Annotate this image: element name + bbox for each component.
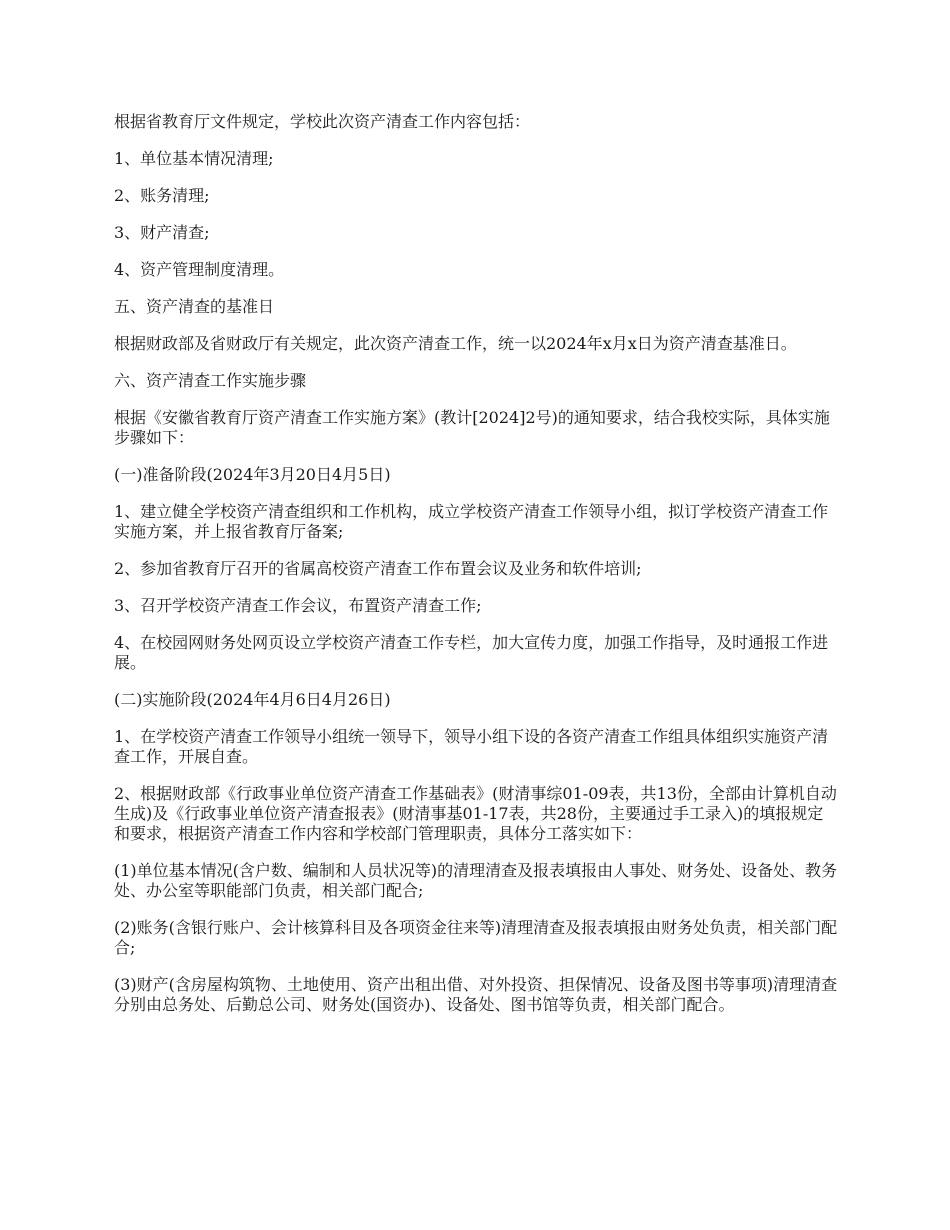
subsection-heading: (一)准备阶段(2024年3月20日4月5日) (114, 465, 391, 484)
paragraph: 2、账务清理; (114, 186, 210, 205)
subsection-heading: (二)实施阶段(2024年4月6日4月26日) (114, 690, 391, 709)
paragraph: (1)单位基本情况(含户数、编制和人员状况等)的清理清查及报表填报由人事处、财务处、设备处、教务处、办公室等职能部门负责，相关部门配合; (114, 861, 838, 900)
paragraph: 4、资产管理制度清理。 (114, 260, 285, 279)
paragraph: 1、单位基本情况清理; (114, 149, 274, 168)
paragraph: 根据《安徽省教育厅资产清查工作实施方案》(教计[2024]2号)的通知要求，结合我校实际，具体实施步骤如下： (114, 408, 830, 447)
paragraph: 2、根据财政部《行政事业单位资产清查工作基础表》(财清事综01-09表，共13份，全部由计算机自动生成)及《行政事业单位资产清查报表》(财清事基01-17表，共28份，主要通过手工录入)的填报规定和要求，根据资产清查工作内容和学校部门管理职责，具体分工落实如下： (114, 784, 837, 843)
paragraph: 4、在校园网财务处网页设立学校资产清查工作专栏，加大宣传力度，加强工作指导，及时通报工作进展。 (114, 633, 829, 672)
paragraph: (3)财产(含房屋构筑物、土地使用、资产出租出借、对外投资、担保情况、设备及图书等事项)清理清查分别由总务处、后勤总公司、财务处(国资办)、设备处、图书馆等负责，相关部门配合。 (114, 975, 838, 1014)
paragraph: 3、财产清查; (114, 223, 210, 242)
paragraph: 1、建立健全学校资产清查组织和工作机构，成立学校资产清查工作领导小组，拟订学校资产清查工作实施方案，并上报省教育厅备案; (114, 502, 829, 541)
section-heading: 六、资产清查工作实施步骤 (114, 371, 307, 390)
paragraph: (2)账务(含银行账户、会计核算科目及各项资金往来等)清理清查及报表填报由财务处负责，相关部门配合; (114, 918, 838, 957)
paragraph: 根据财政部及省财政厅有关规定，此次资产清查工作，统一以2024年x月x日为资产清查基准日。 (114, 334, 797, 353)
paragraph: 2、参加省教育厅召开的省属高校资产清查工作布置会议及业务和软件培训; (114, 559, 642, 578)
paragraph: 3、召开学校资产清查工作会议，布置资产清查工作; (114, 596, 482, 615)
paragraph: 1、在学校资产清查工作领导小组统一领导下，领导小组下设的各资产清查工作组具体组织实施资产清查工作，开展自查。 (114, 727, 829, 766)
document-body (114, 112, 838, 1032)
section-heading: 五、资产清查的基准日 (114, 297, 275, 316)
paragraph: 根据省教育厅文件规定，学校此次资产清查工作内容包括： (114, 112, 531, 131)
